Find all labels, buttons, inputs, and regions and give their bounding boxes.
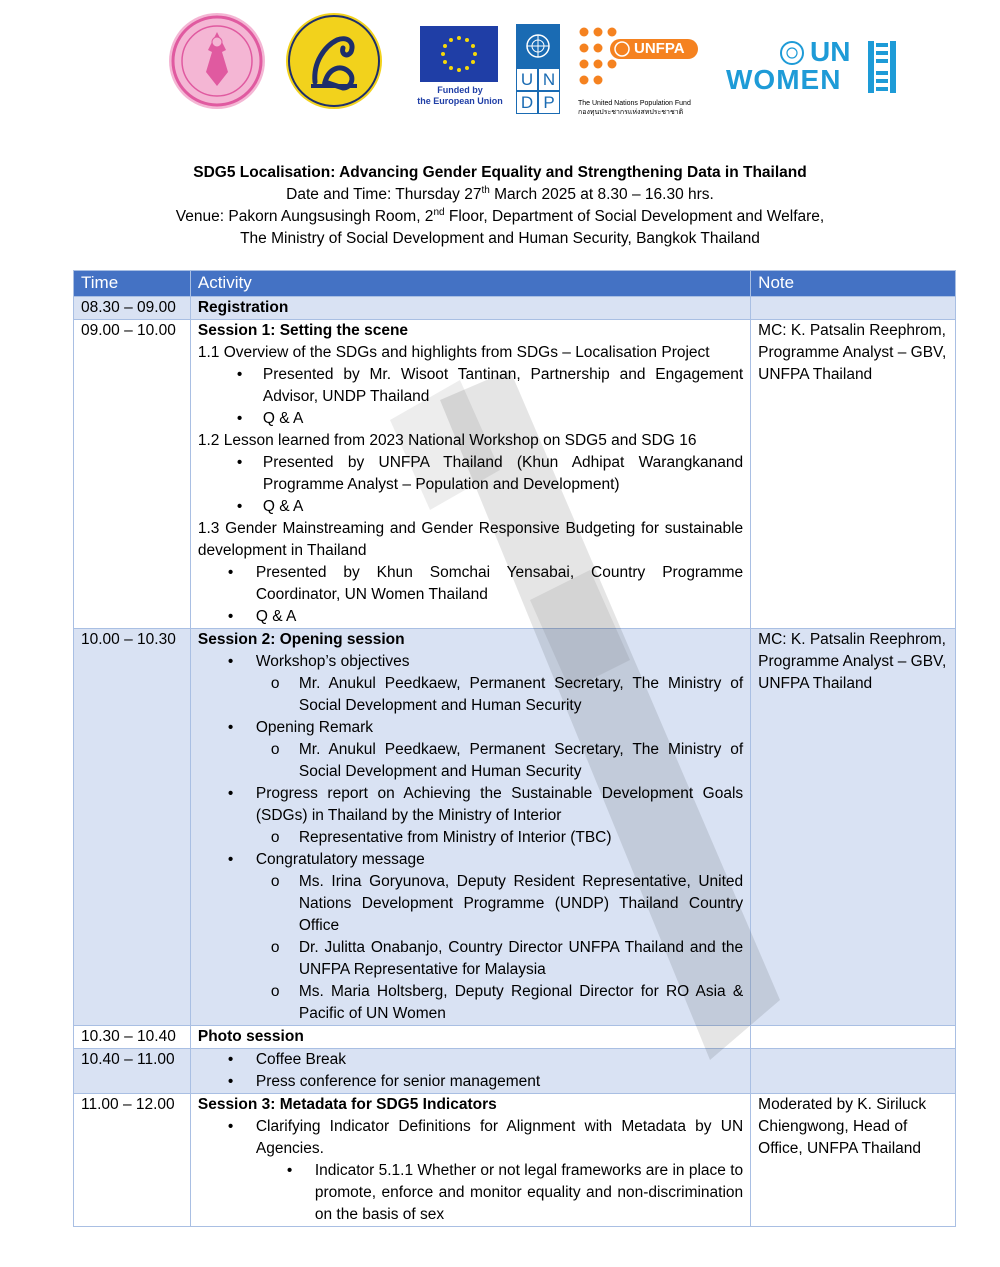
unfpa-wordmark: UNFPA: [634, 40, 685, 57]
table-row: [74, 320, 956, 629]
time-cell: 10.30 – 10.40: [74, 1026, 191, 1049]
list-item: [198, 1116, 743, 1160]
bullet-icon: •: [236, 454, 243, 471]
eu-flag-icon: [420, 26, 498, 82]
department-seal-logo: [285, 12, 383, 110]
un-women-symbol-icon: [866, 41, 898, 93]
list-item-text: Clarifying Indicator Definitions for Alignment with Metadata by UN Agencies.: [255, 1118, 744, 1157]
list-item-text: Mr. Anukul Peedkaew, Permanent Secretary, The Ministry of Social Development and Human Security: [298, 675, 744, 714]
list-item: [198, 606, 743, 628]
bullet-icon: •: [227, 1073, 234, 1090]
un-women-women: WOMEN: [726, 64, 842, 95]
bullet-icon: •: [236, 366, 243, 383]
un-emblem-icon: [523, 31, 553, 61]
activity-cell: [190, 1049, 750, 1094]
list-item: [198, 1160, 743, 1226]
list-item: [198, 452, 743, 496]
session-title: Session 2: Opening session: [197, 631, 405, 648]
unfpa-caption: The United Nations Population Fund: [578, 100, 691, 107]
list-item: 1.2 Lesson learned from 2023 National Workshop on SDG5 and SDG 16: [197, 432, 697, 449]
undp-letter-d: D: [516, 91, 538, 114]
activity-cell: [190, 320, 750, 629]
list-item: [198, 871, 743, 937]
list-item: 1.3 Gender Mainstreaming and Gender Responsive Budgeting for sustainable development in Thailand: [197, 520, 744, 559]
list-item-text: Ms. Maria Holtsberg, Deputy Regional Director for RO Asia & Pacific of UN Women: [298, 983, 744, 1022]
undp-letter-u: U: [516, 68, 538, 91]
header-activity: Activity: [190, 271, 750, 297]
un-emblem-icon: [778, 39, 806, 67]
time-cell: 09.00 – 10.00: [74, 320, 191, 629]
time-cell: 08.30 – 09.00: [74, 297, 191, 320]
date-text-end: March 2025 at 8.30 – 16.30 hrs.: [489, 186, 714, 203]
list-item: [198, 981, 743, 1025]
venue-line: [60, 206, 940, 228]
bullet-icon: •: [227, 719, 234, 736]
list-item-text: Dr. Julitta Onabanjo, Country Director UNFPA Thailand and the UNFPA Representative for Malaysia: [298, 939, 744, 978]
session-title: Session 3: Metadata for SDG5 Indicators: [197, 1096, 497, 1113]
agenda-table: [73, 270, 956, 1227]
list-item-text: Coffee Break: [255, 1051, 347, 1068]
venue-text-end: Floor, Department of Social Development and Welfare,: [444, 208, 825, 225]
list-item-text: Q & A: [255, 608, 297, 625]
venue-text: Venue: Pakorn Aungsusingh Room, 2: [175, 208, 434, 225]
date-text: Date and Time: Thursday 27: [286, 186, 482, 203]
list-item-text: Q & A: [262, 498, 304, 515]
list-item: [198, 1049, 743, 1071]
note-cell: [751, 297, 956, 320]
list-item-text: Representative from Ministry of Interior (TBC): [298, 829, 612, 846]
table-row: [74, 1094, 956, 1227]
list-item: 1.1 Overview of the SDGs and highlights from SDGs – Localisation Project: [197, 344, 710, 361]
circle-bullet-icon: o: [270, 983, 280, 1000]
unfpa-caption-th: กองทุนประชากรแห่งสหประชาชาติ: [578, 109, 684, 116]
note-cell: [751, 1026, 956, 1049]
note-cell: MC: K. Patsalin Reephrom, Programme Analyst – GBV, UNFPA Thailand: [751, 320, 956, 629]
header-note: Note: [751, 271, 956, 297]
list-item: [198, 1071, 743, 1093]
undp-logo: [516, 24, 560, 116]
bullet-icon: •: [236, 410, 243, 427]
logo-strip: [0, 12, 1000, 116]
note-cell: [751, 1049, 956, 1094]
document-header: [60, 162, 940, 250]
table-row: [74, 1026, 956, 1049]
undp-emblem: [516, 24, 560, 68]
list-item: [198, 717, 743, 739]
activity-cell: [190, 629, 750, 1026]
time-cell: 10.00 – 10.30: [74, 629, 191, 1026]
circle-bullet-icon: o: [270, 939, 280, 956]
header-time: Time: [74, 271, 191, 297]
list-item-text: Presented by Mr. Wisoot Tantinan, Partnership and Engagement Advisor, UNDP Thailand: [262, 366, 744, 405]
session-title: Session 1: Setting the scene: [197, 322, 409, 339]
floor-suffix: nd: [433, 206, 445, 218]
bullet-icon: •: [227, 608, 234, 625]
time-cell: 10.40 – 11.00: [74, 1049, 191, 1094]
bullet-icon: •: [227, 1051, 234, 1068]
table-row: [74, 629, 956, 1026]
circle-bullet-icon: o: [270, 829, 280, 846]
list-item-text: Press conference for senior management: [255, 1073, 541, 1090]
undp-letter-n: N: [538, 68, 560, 91]
date-time-line: [60, 184, 940, 206]
bullet-icon: •: [236, 498, 243, 515]
bullet-icon: •: [286, 1162, 293, 1179]
table-row: [74, 1049, 956, 1094]
activity-cell: Registration: [190, 297, 750, 320]
activity-cell: Photo session: [190, 1026, 750, 1049]
bullet-icon: •: [227, 851, 234, 868]
list-item-text: Presented by UNFPA Thailand (Khun Adhipat Warangkanand Programme Analyst – Population and Development): [262, 454, 744, 493]
bullet-icon: •: [227, 564, 234, 581]
list-item-text: Workshop’s objectives: [255, 653, 410, 670]
circle-bullet-icon: o: [270, 675, 280, 692]
list-item: [198, 849, 743, 871]
eu-caption-line1: Funded by: [437, 85, 483, 95]
un-women-logo: [726, 37, 901, 97]
ministry-seal-logo: [168, 12, 266, 110]
eu-caption-line2: the European Union: [417, 96, 503, 106]
bullet-icon: •: [227, 1118, 234, 1135]
time-cell: 11.00 – 12.00: [74, 1094, 191, 1227]
un-women-un: UN: [810, 36, 851, 67]
date-suffix: th: [481, 184, 490, 196]
list-item: [198, 937, 743, 981]
list-item: [198, 408, 743, 430]
unfpa-logo: [578, 26, 703, 117]
list-item: [198, 673, 743, 717]
document-title: SDG5 Localisation: Advancing Gender Equality and Strengthening Data in Thailand: [193, 164, 807, 181]
circle-bullet-icon: o: [270, 873, 280, 890]
circle-bullet-icon: o: [270, 741, 280, 758]
list-item-text: Presented by Khun Somchai Yensabai, Country Programme Coordinator, UN Women Thailand: [255, 564, 744, 603]
bullet-icon: •: [227, 785, 234, 802]
table-row: [74, 297, 956, 320]
list-item: [198, 496, 743, 518]
eu-logo: [410, 26, 510, 107]
list-item-text: Ms. Irina Goryunova, Deputy Resident Representative, United Nations Development Programme (UNDP) Thailand Country Office: [298, 873, 744, 934]
table-header-row: [74, 271, 956, 297]
bullet-icon: •: [227, 653, 234, 670]
list-item-text: Progress report on Achieving the Sustainable Development Goals (SDGs) in Thailand by the Ministry of Interior: [255, 785, 744, 824]
list-item: [198, 739, 743, 783]
list-item-text: Opening Remark: [255, 719, 374, 736]
list-item: [198, 651, 743, 673]
list-item: [198, 364, 743, 408]
list-item: [198, 562, 743, 606]
activity-cell: [190, 1094, 750, 1227]
venue-line-2: The Ministry of Social Development and Human Security, Bangkok Thailand: [240, 230, 760, 247]
undp-letter-p: P: [538, 91, 560, 114]
note-cell: MC: K. Patsalin Reephrom, Programme Analyst – GBV, UNFPA Thailand: [751, 629, 956, 1026]
list-item: [198, 827, 743, 849]
list-item-text: Q & A: [262, 410, 304, 427]
list-item-text: Mr. Anukul Peedkaew, Permanent Secretary, The Ministry of Social Development and Human Security: [298, 741, 744, 780]
list-item-text: Indicator 5.1.1 Whether or not legal frameworks are in place to promote, enforce and monitor equality and non-discrimination on the basis of sex: [314, 1162, 744, 1223]
note-cell: Moderated by K. Siriluck Chiengwong, Head of Office, UNFPA Thailand: [751, 1094, 956, 1227]
list-item-text: Congratulatory message: [255, 851, 425, 868]
list-item: [198, 783, 743, 827]
